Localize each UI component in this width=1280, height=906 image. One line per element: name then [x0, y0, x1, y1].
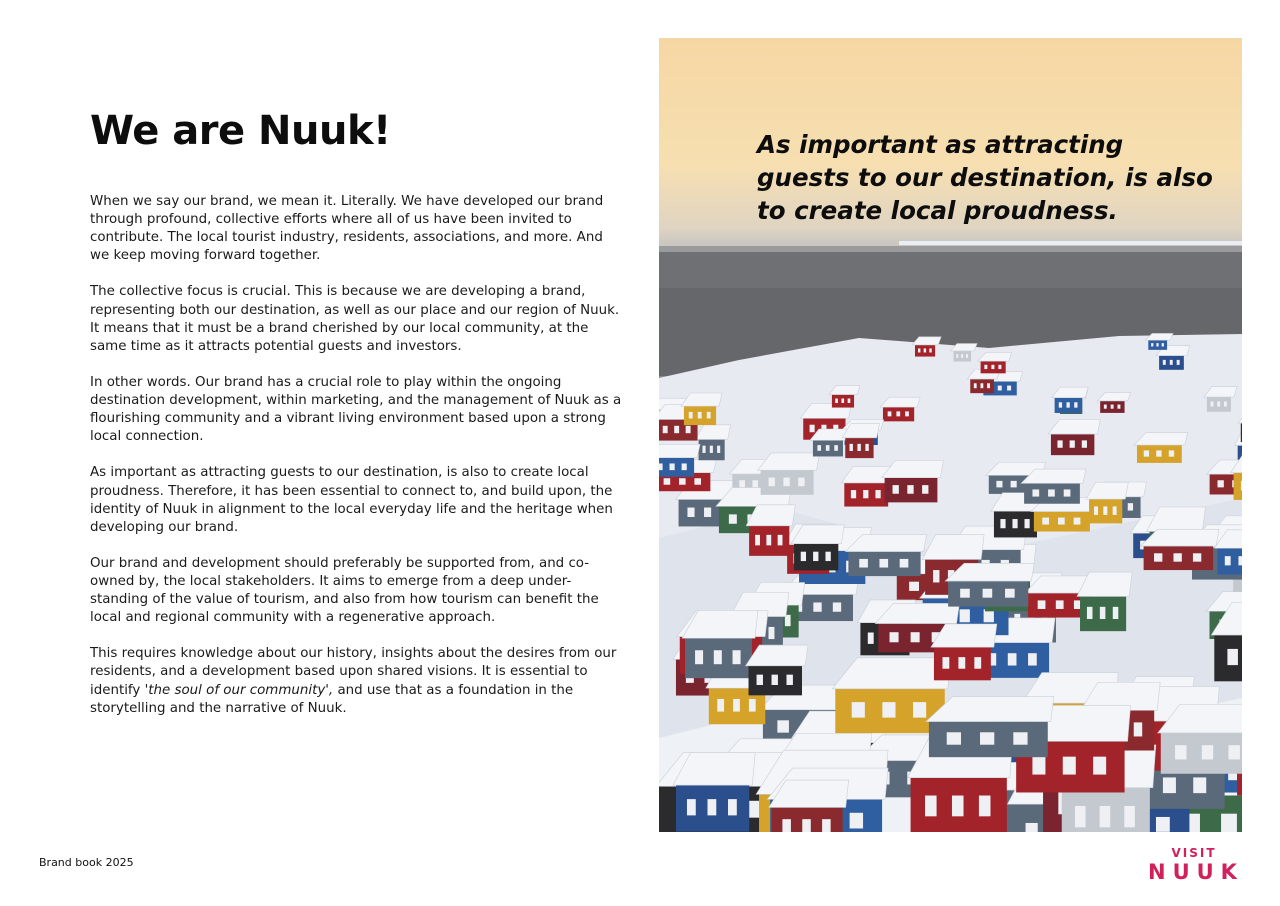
house-window	[1241, 481, 1242, 491]
house-window	[1025, 519, 1030, 528]
house-window	[778, 535, 783, 546]
house-window	[960, 589, 970, 598]
house-window	[1156, 817, 1170, 832]
house-window	[1113, 506, 1117, 514]
house-window	[879, 559, 888, 568]
house-window	[918, 348, 920, 352]
logo-line-visit: VISIT	[1171, 846, 1217, 860]
house-window	[707, 799, 716, 815]
house-window	[984, 365, 987, 369]
paragraph-text: This requires knowledge about our history, insights about the desires from our residents, and a development based upon shared visions. It is essential to identify	[90, 646, 617, 698]
house-window	[961, 354, 963, 358]
house-window	[834, 445, 838, 451]
house-window	[1163, 360, 1166, 365]
house-window	[979, 796, 991, 817]
house-window	[980, 732, 994, 744]
house-window	[659, 463, 663, 470]
house-window	[768, 627, 774, 639]
house-window	[1221, 814, 1237, 832]
house-window	[769, 478, 775, 487]
house-window	[695, 650, 703, 664]
house-window	[1007, 386, 1011, 391]
house-window	[905, 411, 909, 416]
house-window	[772, 675, 778, 685]
house-window	[786, 675, 792, 685]
house-window	[893, 485, 899, 494]
house-window	[1064, 489, 1071, 496]
house-window	[1057, 440, 1062, 447]
house-window	[980, 383, 983, 388]
house-window	[1074, 402, 1077, 407]
footer-label: Brand book 2025	[39, 856, 134, 869]
house-window	[1075, 806, 1086, 827]
house-window	[749, 699, 756, 712]
house-window	[1128, 503, 1133, 510]
house-window	[1012, 519, 1017, 528]
italic-phrase: 'the soul of our community',	[144, 682, 334, 698]
house-wall	[659, 458, 694, 477]
house-window	[707, 412, 711, 419]
house-window	[825, 552, 830, 561]
house-window	[1202, 745, 1213, 759]
house-window	[947, 732, 961, 744]
house-window	[1000, 519, 1005, 528]
house-window	[717, 446, 720, 453]
logo-line-nuuk: NUUK	[1148, 860, 1244, 884]
house-window	[998, 365, 1001, 369]
paragraph: As important as attracting guests to our destination, is also to create local proudness. Therefore, it has been essential to connect to, and build upon, the identity of Nuuk in alignment to the local everyday life and the heritage when developing our brand.	[90, 465, 613, 535]
house-window	[1082, 440, 1087, 447]
house-window	[952, 796, 964, 817]
house-window	[798, 478, 804, 487]
body-text	[90, 193, 625, 736]
house-window	[1066, 402, 1069, 407]
house-window	[868, 633, 874, 644]
house-window	[1008, 653, 1017, 665]
house-window	[702, 446, 705, 453]
house-window	[987, 383, 990, 388]
house-window	[1177, 360, 1180, 365]
house-window	[1026, 823, 1038, 832]
paragraph: When we say our brand, we mean it. Literally. We have developed our brand through profound, collective efforts where all of us have been invited to contribute. The local tourist industry, residents, associations, and more. And we keep moving forward together.	[90, 194, 604, 264]
house-wall	[1234, 473, 1242, 500]
house-window	[733, 699, 740, 712]
house-window	[1111, 405, 1114, 409]
house-window	[1163, 777, 1176, 793]
house-window	[1113, 607, 1119, 619]
house-window	[1173, 553, 1181, 561]
house-window	[863, 490, 868, 498]
house-window	[822, 819, 831, 832]
house-window	[810, 425, 815, 432]
house-window	[663, 426, 668, 433]
house-window	[896, 411, 900, 416]
house-window	[922, 485, 928, 494]
house-window	[755, 535, 760, 546]
house-window	[1134, 722, 1142, 736]
house-window	[1154, 553, 1162, 561]
house-window	[1224, 401, 1227, 406]
house-window	[1217, 401, 1220, 406]
house-window	[1193, 777, 1206, 793]
house-window	[1117, 405, 1120, 409]
house-window	[1156, 450, 1161, 456]
paragraph-last	[90, 645, 625, 717]
house-window	[859, 559, 868, 568]
house-window	[900, 559, 909, 568]
house-window	[782, 819, 791, 832]
house-window	[888, 411, 892, 416]
house-window	[1238, 556, 1242, 565]
house-window	[1093, 757, 1106, 775]
house-window	[783, 478, 789, 487]
visit-nuuk-logo	[1142, 846, 1242, 884]
house-window	[974, 657, 981, 669]
house-window	[966, 354, 968, 358]
house-window	[958, 657, 965, 669]
house-window	[933, 570, 939, 582]
house-window	[1094, 506, 1098, 514]
house-window	[942, 657, 949, 669]
house-window	[983, 589, 993, 598]
nuuk-town-photo	[659, 38, 1242, 832]
house-window	[1175, 745, 1186, 759]
house-window	[752, 480, 758, 487]
house-window	[729, 514, 737, 523]
house-window	[841, 398, 844, 403]
house-window	[694, 478, 701, 484]
paragraph: Our brand and development should preferably be supported from, and co-owned by, the local stakeholders. It aims to emerge from a deep under-standing of the value of tourism, and also from how tourism can benefit the local and regional community with a regenerative approach.	[90, 555, 599, 626]
house-window	[833, 602, 841, 611]
house-window	[1104, 405, 1107, 409]
house-window	[996, 481, 1002, 488]
house-window	[817, 445, 821, 451]
house-window	[865, 444, 868, 451]
house-window	[924, 348, 926, 352]
house-window	[826, 445, 830, 451]
house-window	[757, 675, 763, 685]
house-window	[911, 632, 920, 642]
house-window	[687, 799, 696, 815]
house-window	[1056, 600, 1064, 609]
house-window	[801, 552, 806, 561]
house-window	[777, 720, 789, 732]
house-window	[1032, 757, 1045, 775]
pull-quote: As important as attracting guests to our destination, is also to create local proudness.	[757, 130, 1213, 225]
house-wall	[1241, 423, 1242, 442]
house-window	[1059, 402, 1062, 407]
house-window	[813, 602, 821, 611]
house-window	[1144, 450, 1149, 456]
house-window	[686, 426, 691, 433]
house-window	[802, 819, 811, 832]
house-window	[875, 490, 880, 498]
house-window	[1218, 480, 1224, 487]
house-window	[925, 796, 937, 817]
house-window	[1211, 401, 1214, 406]
house-window	[1170, 360, 1173, 365]
house-window	[909, 582, 919, 591]
paragraph: The collective focus is crucial. This is because we are developing a brand, representing both our destination, as well as our place and our region of Nuuk. It means that it must be a brand cherished by our local community, at the same time as it attracts potential guests and investors.	[90, 284, 620, 354]
house-window	[1103, 506, 1107, 514]
house-window	[835, 398, 838, 403]
house-window	[1156, 343, 1158, 346]
house-window	[857, 444, 860, 451]
paragraph-text: and use that as a foundation in the storytelling and the narrative of Nuuk.	[90, 682, 574, 716]
house-window	[998, 386, 1002, 391]
house-window	[714, 650, 722, 664]
house-window	[1074, 518, 1081, 525]
house-window	[669, 463, 674, 470]
house-window	[850, 813, 863, 829]
house-window	[1100, 607, 1106, 619]
house-window	[1087, 607, 1093, 619]
house-window	[1005, 589, 1015, 598]
house-window	[733, 650, 741, 664]
house-window	[1048, 489, 1055, 496]
house-roof	[659, 444, 700, 457]
house-window	[689, 412, 693, 419]
house-window	[960, 609, 970, 622]
house-window	[1028, 653, 1037, 665]
house-window	[882, 702, 895, 718]
house-window	[1162, 343, 1164, 346]
house-window	[1032, 489, 1039, 496]
house-window	[687, 508, 694, 517]
house-window	[1058, 518, 1065, 525]
house-window	[1042, 518, 1049, 525]
paragraph: In other words. Our brand has a crucial role to play within the ongoing destination development, within marketing, and the management of Nuuk as a flourishing community and a vibrant living environment based upon a strong local connection.	[90, 374, 622, 445]
house-window	[1070, 440, 1075, 447]
house-window	[1169, 450, 1174, 456]
house-window	[1193, 553, 1201, 561]
house-window	[1011, 481, 1017, 488]
house-window	[739, 480, 745, 487]
house-window	[1063, 757, 1076, 775]
house-window	[991, 365, 994, 369]
house-window	[890, 632, 899, 642]
house-window	[704, 508, 711, 517]
page-title: We are Nuuk!	[90, 108, 391, 154]
house-window	[1124, 806, 1135, 827]
house-window	[956, 354, 958, 358]
house-window	[1228, 745, 1239, 759]
house-window	[1013, 732, 1027, 744]
house-window	[682, 463, 687, 470]
house-window	[1225, 556, 1231, 565]
house-window	[848, 398, 851, 403]
house-window	[813, 552, 818, 561]
house-window	[1038, 600, 1046, 609]
house-window	[1151, 343, 1153, 346]
house-window	[852, 702, 865, 718]
house-window	[766, 535, 771, 546]
house-window	[1227, 649, 1237, 665]
house-window	[728, 799, 737, 815]
house-window	[679, 478, 686, 484]
house-window	[907, 485, 913, 494]
house-window	[674, 426, 679, 433]
house-window	[851, 490, 856, 498]
house-window	[698, 412, 702, 419]
house-window	[664, 478, 671, 484]
house-window	[913, 702, 926, 718]
house-window	[1100, 806, 1111, 827]
house-window	[974, 383, 977, 388]
house-window	[929, 348, 931, 352]
house-window	[717, 699, 724, 712]
house-window	[850, 444, 853, 451]
house-window	[710, 446, 713, 453]
